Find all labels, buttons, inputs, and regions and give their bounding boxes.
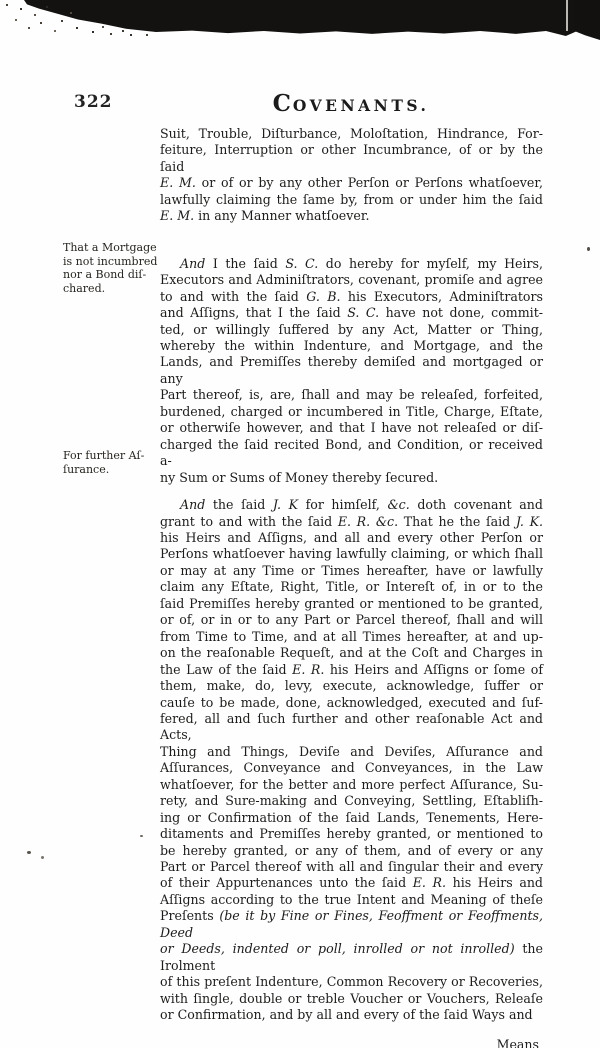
text-line xyxy=(160,387,543,403)
italic-text-segment: E. M. xyxy=(160,175,196,191)
text-line xyxy=(160,175,543,191)
text-segment: of their Appurtenances unto the ſaid xyxy=(160,875,413,891)
text-line xyxy=(160,744,543,760)
margin-note-line: ſurance. xyxy=(63,462,110,476)
text-segment: of this preſent Indenture, Common Recovery or Recoveries, xyxy=(160,974,543,990)
italic-text-segment: J. K xyxy=(272,497,298,513)
text-line xyxy=(160,612,543,628)
text-line xyxy=(160,810,543,826)
italic-text-segment: (be it by Fine or Fines, Feoffment or Feoffments, Deed xyxy=(160,908,543,940)
text-segment: the Law of the ſaid xyxy=(160,661,293,677)
text-segment: feiture, Interruption or other Incumbrance, of or by the ſaid xyxy=(160,142,543,174)
text-segment: Aſſigns according to the true Intent and Meaning of theſe xyxy=(160,891,543,907)
text-column xyxy=(160,126,543,1048)
italic-text-segment: S. C. xyxy=(347,305,380,321)
text-segment: I the ſaid xyxy=(205,255,286,271)
text-line xyxy=(160,941,543,974)
text-line xyxy=(160,126,543,142)
text-segment: Part or Parcel thereof with all and ſingular their and every xyxy=(160,859,543,875)
italic-text-segment: E. R. &c. xyxy=(337,513,399,529)
text-segment: Suit, Trouble, Diſturbance, Moloſtation, Hindrance, For- xyxy=(160,126,543,141)
text-segment: the ſaid xyxy=(205,497,273,513)
margin-note-line: chared. xyxy=(63,281,106,295)
text-line xyxy=(160,514,543,530)
text-segment: claim any Eſtate, Right, Title, or Intereſt of, in or to the xyxy=(160,579,543,595)
text-segment: be hereby granted, or any of them, and of every or any xyxy=(160,842,543,858)
text-segment: whereby the within Indenture, and Mortgage, and the xyxy=(160,337,543,353)
text-segment: lawfully claiming the ſame by, from or under him the ſaid xyxy=(160,191,543,207)
margin-note-line: That a Mortgage xyxy=(63,241,157,254)
text-line xyxy=(160,760,543,776)
text-line xyxy=(160,305,543,321)
text-segment: That he the ſaid xyxy=(398,513,516,529)
text-segment: with ſingle, double or treble Voucher or Vouchers, Releaſe xyxy=(160,990,543,1006)
text-segment: them, make, do, levy, execute, acknowledge, ſuffer or xyxy=(160,678,543,694)
text-line xyxy=(160,711,543,744)
text-segment: fered, all and ſuch further and other reaſonable Act and Acts, xyxy=(160,710,543,743)
paragraph xyxy=(160,497,543,1024)
text-segment: charged the ſaid recited Bond, and Condition, or received a- xyxy=(160,436,543,469)
italic-text-segment: E. R. xyxy=(292,661,325,677)
text-line xyxy=(160,629,543,645)
paragraph xyxy=(160,256,543,486)
text-segment: or of, or in or to any Part or Parcel thereof, ſhall and will xyxy=(160,612,543,628)
text-segment: his Heirs and Aſſigns or ſome of xyxy=(324,661,543,677)
text-segment: in any Manner whatſoever. xyxy=(194,208,370,224)
text-segment: Executors and Adminiſtrators, covenant, promiſe and agree xyxy=(160,272,543,288)
italic-text-segment: or Deeds, indented or poll, inrolled or not inrolled) xyxy=(160,941,515,957)
text-segment: on the reaſonable Requeſt, and at the Coſt and Charges in xyxy=(160,645,543,661)
text-segment: rety, and Sure-making and Conveying, Settling, Eſtabliſh- xyxy=(160,793,543,809)
text-segment: Thing and Things, Deviſe and Deviſes, Aſſurance and xyxy=(160,743,543,759)
italic-text-segment: And xyxy=(180,497,206,513)
text-line xyxy=(160,420,543,436)
text-line xyxy=(160,338,543,354)
text-segment: grant to and with the ſaid xyxy=(160,513,338,529)
text-segment: ing or Confirmation of the ſaid Lands, Tenements, Here- xyxy=(160,809,543,825)
text-line xyxy=(160,142,543,175)
text-line xyxy=(160,875,543,891)
running-header xyxy=(160,90,542,117)
italic-text-segment: G. B. xyxy=(306,288,341,304)
page-number: 322 xyxy=(74,92,113,112)
text-segment: ny Sum or Sums of Money thereby ſecured. xyxy=(160,469,439,485)
text-segment: whatſoever, for the better and more perfect Aſſurance, Su- xyxy=(160,776,543,792)
text-line xyxy=(160,695,543,711)
text-segment: and Aſſigns, that I the ſaid xyxy=(160,305,348,321)
text-line xyxy=(160,777,543,793)
text-segment: Preſents xyxy=(160,908,220,924)
italic-text-segment: E. R. xyxy=(412,875,447,891)
text-line xyxy=(160,662,543,678)
text-line xyxy=(160,974,543,990)
text-line xyxy=(160,437,543,470)
text-line xyxy=(160,563,543,579)
italic-text-segment: &c. xyxy=(387,497,410,513)
text-segment: his Executors, Adminiſtrators xyxy=(340,288,543,304)
text-segment: or may at any Time or Times hereafter, have or lawfully xyxy=(160,562,543,578)
text-segment: doth covenant and xyxy=(409,497,543,513)
text-segment: Lands, and Premiſſes thereby demiſed and mortgaged or any xyxy=(160,354,543,386)
text-line xyxy=(160,645,543,661)
text-segment: Part thereof, is, are, ſhall and may be releaſed, forfeited, xyxy=(160,387,543,403)
text-line xyxy=(160,826,543,842)
text-segment: or Confirmation, and by all and every of the ſaid Ways and xyxy=(160,1007,533,1023)
text-line xyxy=(160,892,543,908)
margin-note xyxy=(63,241,160,295)
text-line xyxy=(160,793,543,809)
scan-speck xyxy=(140,835,143,837)
header-initial: C xyxy=(272,90,293,117)
scan-speck xyxy=(41,856,44,859)
text-segment: the Irolment xyxy=(160,941,543,973)
text-line xyxy=(160,192,543,208)
text-segment: have not done, commit- xyxy=(379,305,544,321)
text-line xyxy=(160,530,543,546)
scan-artifact-top-band xyxy=(0,0,600,36)
text-line xyxy=(160,322,543,338)
margin-note xyxy=(63,449,160,476)
text-line xyxy=(160,208,543,224)
text-segment: his Heirs and xyxy=(446,875,543,891)
text-line xyxy=(160,256,543,272)
text-segment: Perſons whatſoever having lawfully claiming, or which ſhall xyxy=(160,546,543,562)
text-segment: ſaid Premiſſes hereby granted or mentioned to be granted, xyxy=(160,595,543,611)
text-segment: burdened, charged or incumbered in Title, Charge, Eſtate, xyxy=(160,403,543,419)
text-line xyxy=(160,546,543,562)
text-segment: ted, or willingly ſuffered by any Act, Matter or Thing, xyxy=(160,321,543,337)
text-line xyxy=(160,354,543,387)
catchword: Means xyxy=(496,1036,539,1048)
text-segment: cauſe to be made, done, acknowledged, executed and ſuf- xyxy=(160,694,543,710)
text-line xyxy=(160,272,543,288)
text-segment: Aſſurances, Conveyance and Conveyances, in the Law xyxy=(160,760,543,776)
text-line xyxy=(160,1007,543,1023)
text-line xyxy=(160,404,543,420)
text-line xyxy=(160,596,543,612)
text-segment: from Time to Time, and at all Times hereafter, at and up- xyxy=(160,628,543,644)
text-segment: or of or by any other Perſon or Perſons whatſoever, xyxy=(195,175,543,191)
italic-text-segment: J. K. xyxy=(515,513,543,529)
margin-note-line: is not incumbred xyxy=(63,254,158,268)
scan-artifact-corner xyxy=(575,0,600,40)
text-segment: his Heirs and Aſſigns, and all and every other Perſon or xyxy=(160,529,543,545)
text-line xyxy=(160,991,543,1007)
text-segment: ditaments and Premiſſes hereby granted, or mentioned to xyxy=(160,826,543,842)
text-line xyxy=(160,579,543,595)
margin-note-line: nor a Bond diſ- xyxy=(63,268,147,281)
scan-speck xyxy=(587,247,590,251)
text-segment: or otherwiſe however, and that I have not releaſed or diſ- xyxy=(160,420,543,436)
text-line xyxy=(160,908,543,941)
text-segment: to and with the ſaid xyxy=(160,288,307,304)
text-line xyxy=(160,497,543,513)
italic-text-segment: And xyxy=(180,255,206,271)
margin-note-line: For further Aſ- xyxy=(63,449,145,462)
scan-artifact-hairline xyxy=(566,0,568,31)
italic-text-segment: S. C. xyxy=(285,255,319,271)
text-segment: do hereby for myſelf, my Heirs, xyxy=(318,255,544,271)
text-line xyxy=(160,289,543,305)
scan-speck xyxy=(27,851,31,854)
text-line xyxy=(160,470,543,486)
scan-noise-speckles xyxy=(6,4,8,6)
text-line xyxy=(160,678,543,694)
text-line xyxy=(160,843,543,859)
text-segment: for himſelf, xyxy=(298,497,388,513)
header-rest: OVENANTS. xyxy=(292,96,430,115)
paragraph xyxy=(160,126,543,225)
text-line xyxy=(160,859,543,875)
italic-text-segment: E. M. xyxy=(160,208,195,224)
